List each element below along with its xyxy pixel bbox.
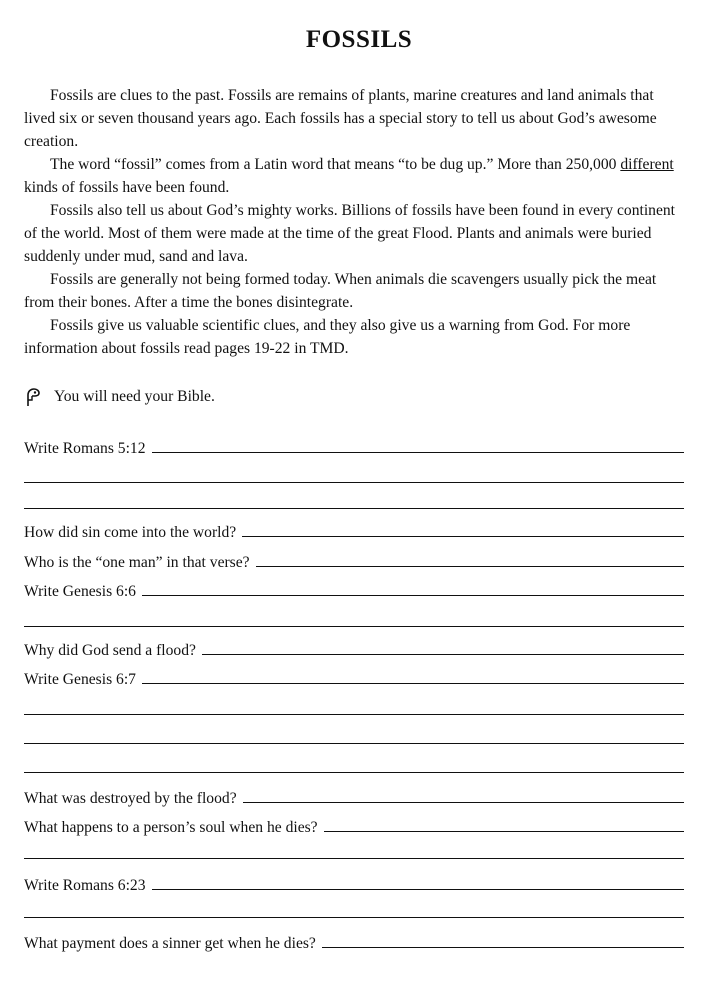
answer-line[interactable] [24,626,684,627]
paragraph-5 [24,314,684,360]
question-genesis-6-7 [24,667,684,689]
question-payment [24,931,684,953]
paragraph-4 [24,268,684,314]
bible-note [22,386,215,408]
pointing-hand-icon [22,386,44,408]
underlined-word: different [620,156,674,173]
question-sin-entry [24,520,684,542]
answer-line[interactable] [24,858,684,859]
question-label: Write Romans 5:12 [24,440,146,457]
question-label: Write Genesis 6:7 [24,671,136,688]
answer-line[interactable] [152,452,684,453]
question-label: Why did God send a flood? [24,642,196,659]
answer-line[interactable] [24,508,684,509]
question-one-man [24,550,684,572]
answer-line[interactable] [243,802,684,803]
paragraph-3-text: Fossils also tell us about God’s mighty works. Billions of fossils have been found in every continent of the world. Most of them were made at the time of the great Flood. Plants and animals were buried suddenly under mud, sand and lava. [24,202,675,265]
question-label: What payment does a sinner get when he dies? [24,935,316,952]
question-label: Who is the “one man” in that verse? [24,554,250,571]
paragraph-1-text: Fossils are clues to the past. Fossils are remains of plants, marine creatures and land animals that lived six or seven thousand years ago. Each fossils has a special story to tell us about God’s awesome creation. [24,87,657,150]
question-label: Write Genesis 6:6 [24,583,136,600]
answer-line[interactable] [24,482,684,483]
paragraph-1 [24,84,684,153]
paragraph-4-text: Fossils are generally not being formed today. When animals die scavengers usually pick the meat from their bones. After a time the bones disintegrate. [24,271,657,311]
question-romans-6-23 [24,873,684,895]
paragraph-2-text-b: kinds of fossils have been found. [24,179,230,196]
answer-line[interactable] [152,889,684,890]
answer-line[interactable] [322,947,684,948]
answer-line[interactable] [24,714,684,715]
answer-line[interactable] [256,566,684,567]
question-why-flood [24,638,684,660]
question-label: What happens to a person’s soul when he dies? [24,819,318,836]
bible-note-text: You will need your Bible. [54,388,215,405]
question-romans-5-12 [24,436,684,458]
answer-line[interactable] [142,683,684,684]
answer-line[interactable] [142,595,684,596]
answer-line[interactable] [24,917,684,918]
question-genesis-6-6 [24,579,684,601]
question-soul [24,815,684,837]
page-title: FOSSILS [305,26,413,53]
question-destroyed [24,786,684,808]
answer-line[interactable] [242,536,684,537]
question-label: What was destroyed by the flood? [24,790,237,807]
paragraph-5-text: Fossils give us valuable scientific clues, and they also give us a warning from God. For more information about fossils read pages 19-22 in TMD. [24,317,631,357]
answer-line[interactable] [24,772,684,773]
paragraph-2 [24,153,684,199]
answer-line[interactable] [324,831,684,832]
paragraph-2-text-a: The word “fossil” comes from a Latin word that means “to be dug up.” More than 250,000 [50,156,621,173]
question-label: How did sin come into the world? [24,524,237,541]
question-label: Write Romans 6:23 [24,877,146,894]
answer-line[interactable] [24,743,684,744]
paragraph-3 [24,199,684,268]
answer-line[interactable] [202,654,684,655]
